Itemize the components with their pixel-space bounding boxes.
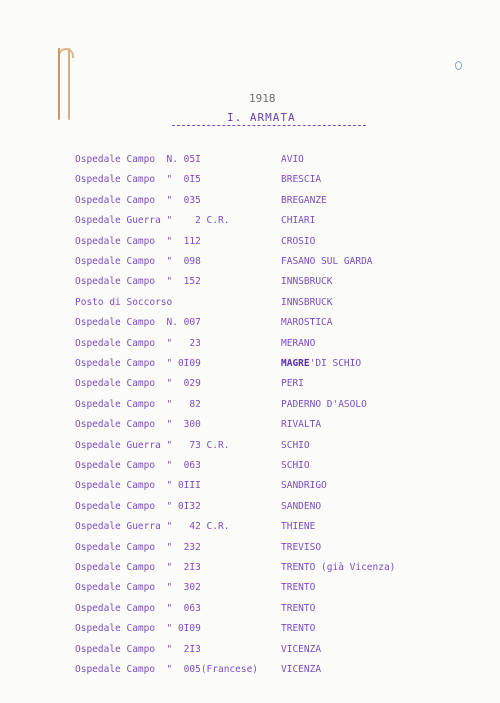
hospital-location [281, 296, 332, 310]
hospital-location [281, 275, 332, 289]
hospital-unit: Ospedale Campo " 82 [75, 398, 201, 410]
hospital-unit: Ospedale Campo " 029 [75, 378, 201, 390]
location-text: TRENTO [281, 602, 316, 614]
list-item [75, 337, 495, 351]
hospital-unit: Ospedale Campo " 2I3 [75, 562, 201, 573]
document-year: 1918 [249, 92, 276, 105]
hospital-unit: Ospedale Campo " 152 [75, 276, 201, 288]
location-text: MAROSTICA [281, 317, 333, 329]
list-item [75, 520, 495, 534]
location-text: TRENTO (già Vicenza) [281, 562, 396, 573]
list-item [75, 296, 495, 310]
location-text: VICENZA [281, 664, 322, 675]
list-item [75, 194, 495, 208]
hospital-location [281, 255, 373, 269]
hospital-unit: Ospedale Campo " 300 [75, 419, 201, 431]
hospital-unit: Ospedale Campo " 23 [75, 337, 201, 349]
location-text: SANDENO [281, 500, 322, 512]
hospital-unit: Ospedale Campo " 035 [75, 194, 201, 206]
hospital-unit: Posto di Soccorso [75, 296, 173, 308]
list-item [75, 459, 495, 473]
location-text: TREVISO [281, 541, 322, 553]
punch-hole-mark [455, 61, 462, 70]
list-item [75, 663, 495, 677]
location-text: PADERNO D'ASOLO [281, 398, 367, 410]
hospital-unit: Ospedale Campo N. 05I [75, 154, 201, 165]
hospital-location [281, 520, 315, 534]
location-text: CHIARI [281, 215, 316, 227]
location-text: SCHIO [281, 460, 310, 471]
hospital-unit: Ospedale Campo " 0I09 [75, 623, 201, 635]
location-text: VICENZA [281, 643, 322, 655]
location-text: BREGANZE [281, 194, 327, 206]
list-item [75, 581, 495, 595]
list-item [75, 602, 495, 616]
location-text: THIENE [281, 521, 316, 533]
hospital-unit: Ospedale Guerra " 73 C.R. [75, 439, 230, 451]
hospital-unit: Ospedale Campo " 063 [75, 460, 201, 471]
hospital-unit: Ospedale Campo " 098 [75, 256, 201, 267]
hospital-location [281, 663, 321, 677]
hospital-location [281, 643, 321, 657]
hospital-location [281, 194, 327, 208]
list-item [75, 214, 495, 228]
document-title [172, 111, 366, 126]
hospital-unit: Ospedale Guerra " 42 C.R. [75, 521, 230, 533]
hospital-unit: Ospedale Campo " 0I09 [75, 358, 201, 369]
hospital-unit: Ospedale Campo " 112 [75, 235, 201, 247]
hospital-location [281, 622, 315, 636]
hospital-location [281, 398, 367, 412]
hospital-location [281, 500, 321, 514]
hospital-unit: Ospedale Guerra " 2 C.R. [75, 215, 230, 227]
list-item [75, 643, 495, 657]
location-text: RIVALTA [281, 419, 322, 431]
hospital-location [281, 316, 332, 330]
hospital-location [281, 479, 327, 493]
list-item [75, 500, 495, 514]
list-item [75, 235, 495, 249]
hospital-unit: Ospedale Campo " 0I5 [75, 174, 201, 186]
hospital-location [281, 357, 361, 371]
hospital-location [281, 377, 304, 391]
hospital-unit: Ospedale Campo " 0III [75, 480, 201, 492]
hospital-location [281, 541, 321, 555]
location-text: CROSIO [281, 235, 316, 247]
hospital-unit: Ospedale Campo " 0I32 [75, 500, 201, 512]
list-item [75, 439, 495, 453]
list-item [75, 418, 495, 432]
hospital-unit: Ospedale Campo " 2I3 [75, 643, 201, 655]
hospital-location [281, 337, 315, 351]
list-item [75, 479, 495, 493]
list-item [75, 398, 495, 412]
list-item [75, 561, 495, 575]
list-item [75, 316, 495, 330]
list-item [75, 377, 495, 391]
location-text: 'DI SCHIO [309, 358, 362, 369]
hospital-location [281, 602, 315, 616]
hospital-location [281, 418, 321, 432]
location-text: INNSBRUCK [281, 296, 333, 308]
location-text: AVIO [281, 154, 304, 165]
location-text: INNSBRUCK [281, 276, 333, 288]
hospital-location [281, 173, 321, 187]
location-text: MERANO [281, 337, 316, 349]
location-text: PERI [281, 378, 304, 390]
hospital-location [281, 235, 315, 249]
hospital-unit: Ospedale Campo " 063 [75, 602, 201, 614]
hospital-location [281, 581, 315, 595]
hospital-location [281, 561, 395, 575]
hospital-location [281, 153, 304, 167]
hospital-location [281, 459, 310, 473]
list-item [75, 541, 495, 555]
list-item [75, 357, 495, 371]
location-bold-part: MAGRE [281, 358, 310, 369]
list-item [75, 622, 495, 636]
location-text: FASANO SUL GARDA [281, 256, 373, 267]
hospital-unit: Ospedale Campo " 302 [75, 582, 201, 594]
list-item [75, 275, 495, 289]
hospital-location [281, 439, 310, 453]
hospital-unit: Ospedale Campo N. 007 [75, 317, 201, 329]
location-text: SCHIO [281, 439, 310, 451]
location-text: TRENTO [281, 623, 316, 635]
hospital-location [281, 214, 315, 228]
hospital-unit: Ospedale Campo " 232 [75, 541, 201, 553]
location-text: SANDRIGO [281, 480, 327, 492]
location-text: TRENTO [281, 582, 316, 594]
list-item [75, 173, 495, 187]
army-title: I. ARMATA [227, 111, 296, 124]
hospital-unit: Ospedale Campo " 005(Francese) [75, 664, 259, 675]
list-item [75, 255, 495, 269]
binder-clip-mark [54, 48, 74, 120]
list-item [75, 153, 495, 167]
location-text: BRESCIA [281, 174, 322, 186]
